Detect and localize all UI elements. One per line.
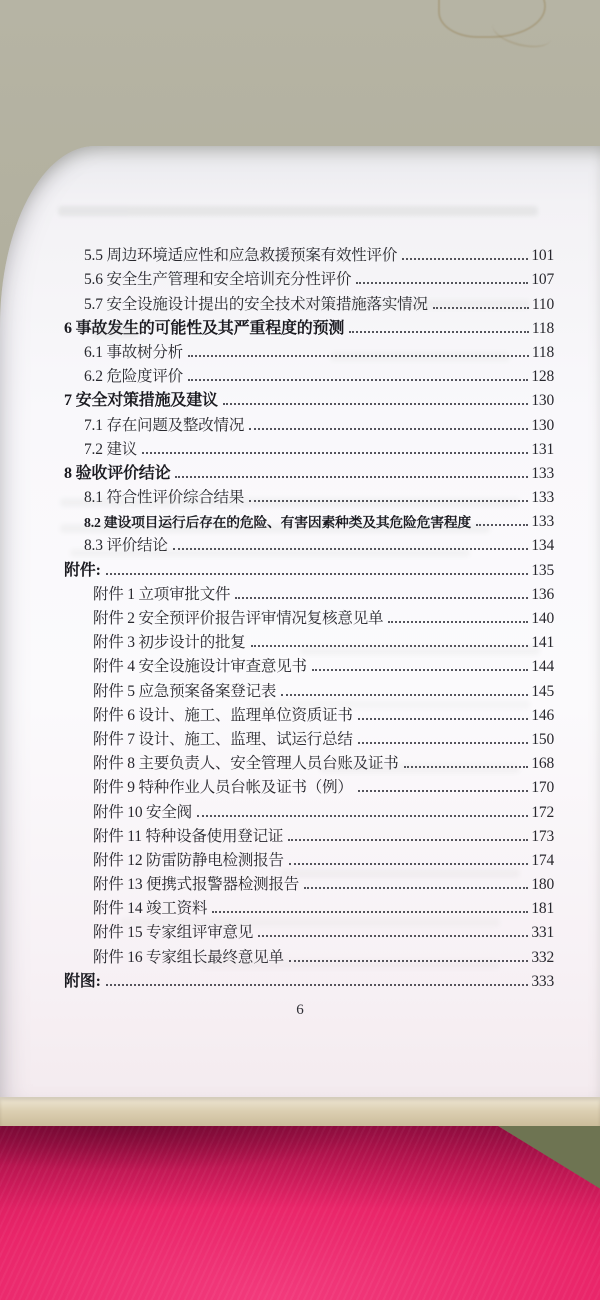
dot-leader [388,621,528,623]
toc-entry-text: 8.3 评价结论 [84,537,168,555]
toc-entry-page-number: 181 [531,900,554,918]
toc-entry-page-number: 118 [531,343,554,361]
toc-entry-text: 8.2 建设项目运行后存在的危险、有害因素种类及其危险危害程度 [84,515,472,531]
toc-entry [0,824,600,848]
toc-entry [0,630,600,654]
toc-entry-text: 附件 3 初步设计的批复 [93,634,246,652]
toc-entry-page-number: 146 [531,706,554,724]
dot-leader [173,548,529,550]
toc-entry-text: 附件 9 特种作业人员台帐及证书（例） [93,779,353,797]
dot-leader [235,597,528,599]
dot-leader [197,815,528,817]
dot-leader [289,863,529,865]
toc-entry-text: 附件 13 便携式报警器检测报告 [93,876,300,894]
toc-entry [0,388,600,412]
toc-entry [0,267,600,291]
toc-entry-text: 附件 11 特种设备使用登记证 [93,827,284,845]
toc-entry-text: 5.5 周边环境适应性和应急救援预案有效性评价 [84,247,398,265]
toc-entry-page-number: 107 [531,271,554,289]
dot-leader [358,718,529,720]
toc-entry-page-number: 172 [531,803,554,821]
toc-entry-page-number: 118 [531,319,554,337]
toc-entry-page-number: 101 [531,247,554,265]
toc-entry [0,896,600,920]
dot-leader [476,524,528,526]
document-page [0,146,600,1099]
dot-leader [106,984,529,986]
dot-leader [402,258,528,260]
toc-entry-page-number: 130 [531,416,554,434]
toc-entry-text: 附件 16 专家组长最终意见单 [93,948,284,966]
toc-entry [0,291,600,315]
toc-entry-page-number: 110 [531,295,554,313]
toc-entry-text: 5.6 安全生产管理和安全培训充分性评价 [84,271,352,289]
toc-entry [0,243,600,267]
dot-leader [106,573,529,575]
toc-entry-page-number: 133 [531,513,554,531]
dot-leader [249,428,528,430]
toc-entry-text: 7.1 存在问题及整改情况 [84,416,245,434]
dot-leader [142,452,528,454]
toc-entry-page-number: 170 [531,779,554,797]
toc-entry [0,872,600,896]
dot-leader [188,379,528,381]
toc-entry-page-number: 141 [531,634,554,652]
toc-entry [0,920,600,944]
pink-fabric [0,1126,600,1300]
toc-entry-page-number: 133 [531,489,554,507]
dot-leader [349,331,529,333]
toc-entry [0,340,600,364]
toc-entry-text: 7 安全对策措施及建议 [64,392,218,410]
toc-entry-page-number: 168 [531,755,554,773]
toc-entry-page-number: 144 [531,658,554,676]
toc-entry-page-number: 131 [531,440,554,458]
toc-entry-text: 6 事故发生的可能性及其严重程度的预测 [64,319,345,337]
toc-entry-text: 附件 15 专家组评审意见 [93,924,254,942]
toc-entry-page-number: 173 [531,827,554,845]
toc-entry [0,848,600,872]
toc-entry [0,775,600,799]
dot-leader [281,694,528,696]
dot-leader [175,476,528,478]
toc-entry-page-number: 174 [531,851,554,869]
toc-entry-page-number: 150 [531,730,554,748]
dot-leader [258,935,528,937]
toc-entry-page-number: 133 [531,464,554,482]
toc-entry-text: 附件 7 设计、施工、监理、试运行总结 [93,730,353,748]
dot-leader [188,355,529,357]
toc-entry-text: 附件 1 立项审批文件 [93,585,231,603]
toc-entry-text: 7.2 建议 [84,440,138,458]
toc-entry [0,316,600,340]
toc-entry-text: 附件 5 应急预案备案登记表 [93,682,277,700]
toc-entry [0,606,600,630]
toc-entry [0,437,600,461]
toc-entry-page-number: 134 [531,537,554,555]
toc-entry-page-number: 331 [531,924,554,942]
toc-entry [0,461,600,485]
table-of-contents [0,243,600,993]
dot-leader [212,911,528,913]
toc-entry-text: 附件 12 防雷防静电检测报告 [93,851,284,869]
toc-entry-text: 6.1 事故树分析 [84,343,183,361]
toc-entry [0,509,600,533]
toc-entry [0,485,600,509]
toc-entry-page-number: 136 [531,585,554,603]
toc-entry-page-number: 333 [531,972,554,990]
toc-entry-page-number: 140 [531,610,554,627]
toc-entry [0,727,600,751]
toc-entry-text: 5.7 安全设施设计提出的安全技术对策措施落实情况 [84,295,428,313]
dot-leader [289,960,529,962]
toc-entry-text: 6.2 危险度评价 [84,368,183,386]
toc-entry [0,533,600,557]
toc-entry-page-number: 332 [531,948,554,966]
toc-entry [0,703,600,727]
toc-entry-text: 附件 8 主要负责人、安全管理人员台账及证书 [93,755,399,773]
dot-leader [433,307,529,309]
toc-entry [0,678,600,702]
dot-leader [358,790,529,792]
toc-entry [0,751,600,775]
toc-entry-page-number: 180 [531,876,554,894]
toc-entry [0,944,600,968]
dot-leader [288,839,528,841]
toc-entry-page-number: 145 [531,682,554,700]
dot-leader [356,282,528,284]
toc-entry [0,557,600,581]
dot-leader [249,500,528,502]
toc-entry-text: 附图: [64,972,101,990]
dot-leader [251,645,529,647]
toc-entry [0,582,600,606]
toc-entry-text: 附件 4 安全设施设计审查意见书 [93,658,307,676]
toc-entry [0,969,600,993]
toc-entry-text: 8.1 符合性评价综合结果 [84,489,245,507]
toc-entry-text: 附件: [64,561,101,579]
toc-entry-page-number: 128 [531,368,554,386]
toc-entry-text: 附件 2 安全预评价报告评审情况复核意见单 [93,610,384,627]
toc-entry-page-number: 135 [531,561,554,579]
dot-leader [223,403,529,405]
page-footer-number: 6 [296,1002,304,1018]
toc-entry [0,654,600,678]
dot-leader [304,887,528,889]
toc-entry-text: 附件 6 设计、施工、监理单位资质证书 [93,706,353,724]
toc-entry-text: 附件 10 安全阀 [93,803,192,821]
wall-stain-mark [490,11,555,53]
toc-entry [0,412,600,436]
dot-leader [404,766,529,768]
toc-entry [0,799,600,823]
toc-entry [0,364,600,388]
toc-entry-text: 8 验收评价结论 [64,464,171,482]
toc-entry-page-number: 130 [531,392,554,410]
dot-leader [312,669,529,671]
toc-entry-text: 附件 14 竣工资料 [93,900,208,918]
dot-leader [358,742,529,744]
book-page-stack-edge [0,1097,600,1128]
bleed-through-smudge [58,206,538,216]
